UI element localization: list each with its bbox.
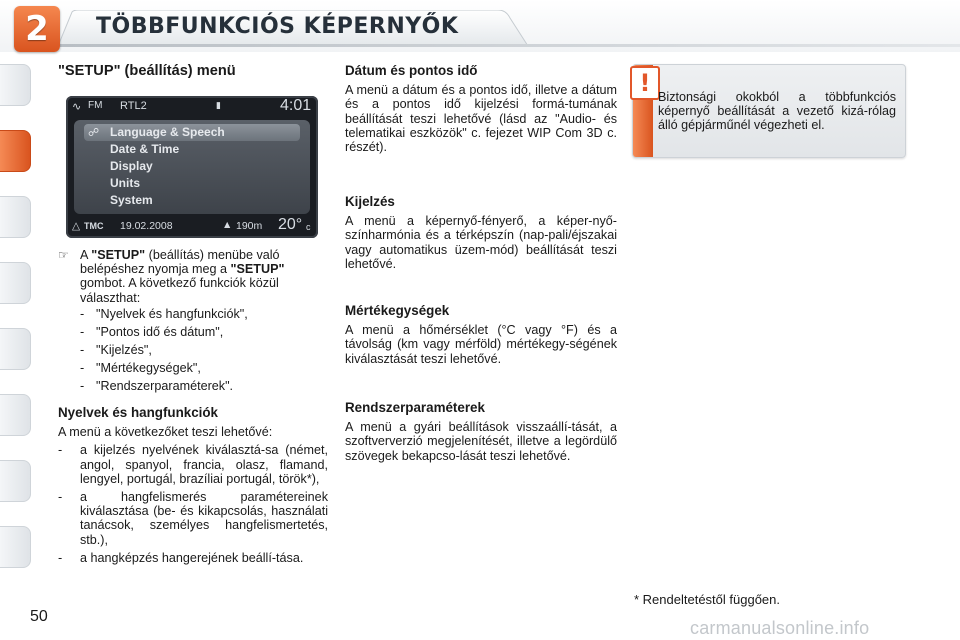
screen-date: 19.02.2008 xyxy=(120,220,173,232)
intro-text-1: (beállítás) menübe való xyxy=(148,248,280,262)
side-tab-4[interactable] xyxy=(0,262,31,304)
menu-item-language-speech[interactable]: Language & Speech xyxy=(110,125,225,139)
side-tab-2-active[interactable] xyxy=(0,130,31,172)
language-section xyxy=(58,406,328,565)
menu-item-system[interactable]: System xyxy=(110,193,153,207)
watermark: carmanualsonline.info xyxy=(690,618,870,638)
system-title: Rendszerparaméterek xyxy=(345,400,485,415)
system-section xyxy=(345,401,617,463)
intro-text-4: választhat: xyxy=(80,290,141,305)
page-number: 50 xyxy=(30,608,48,625)
list-item: - "Nyelvek és hangfunkciók", xyxy=(80,307,248,321)
units-text: A menü a hőmérséklet (°C vagy °F) és a távolság (km vagy mérföld) mértékegy-ségének kiválasztását teszi lehetővé. xyxy=(345,323,617,366)
menu-item-date-time[interactable]: Date & Time xyxy=(110,142,180,156)
screen-bottom-bar xyxy=(66,216,318,238)
navigation-arrow-icon: ▲ xyxy=(222,219,233,231)
setup-options-list xyxy=(80,305,320,395)
screen-station: RTL2 xyxy=(120,100,147,112)
intro-text-2: belépéshez nyomja meg a xyxy=(80,262,228,277)
header-rule xyxy=(60,44,960,47)
intro-text-3: gombot. A következő funkciók közül xyxy=(80,276,279,291)
display-section xyxy=(345,195,617,271)
menu-item-display[interactable]: Display xyxy=(110,159,153,173)
screen-tmc: TMC xyxy=(84,221,104,231)
date-time-text: A menü a dátum és a pontos idő, illetve a dátum és a pontos idő kijelzési formá-tumának beállítását teszi lehetővé (lásd az "Audio- és telematikai eszközök" c. fejezet WIP Com 3D c. részét). xyxy=(345,83,617,155)
screen-setup-menu xyxy=(74,120,310,214)
display-text: A menü a képernyő-fényerő, a képer-nyő-színharmónia és a térképszín (nap-pali/éjszakai vagy automatikus üzem-mód) beállítását teszi lehetővé. xyxy=(345,214,617,271)
screen-status-bar xyxy=(66,96,318,116)
pointing-hand-icon: ☞ xyxy=(58,248,69,262)
intro-a: A xyxy=(80,248,88,262)
list-item: - a hangképzés hangerejének beállí-tása. xyxy=(58,550,304,565)
intro-setup-bold-1: "SETUP" xyxy=(91,248,146,262)
language-section-intro: A menü a következőket teszi lehetővé: xyxy=(58,425,273,440)
side-tab-8[interactable] xyxy=(0,526,31,568)
date-time-title: Dátum és pontos idő xyxy=(345,63,478,78)
multifunction-screen-image xyxy=(66,96,318,238)
menu-item-units[interactable]: Units xyxy=(110,176,140,190)
screen-temp-unit: c xyxy=(306,222,311,232)
system-text: A menü a gyári beállítások visszaállí-tását, a szoftververzió megjelenítését, illetve a legördülő szövegek bekapcso-lását teszi lehetővé. xyxy=(345,420,617,463)
side-tab-7[interactable] xyxy=(0,460,31,502)
date-time-section xyxy=(345,64,617,154)
exclamation-icon: ! xyxy=(630,66,660,100)
safety-warning-text: Biztonsági okokból a többfunkciós képernyő beállítását a vezető kizá-rólag álló gépjárműnél végezheti el. xyxy=(658,90,896,133)
setup-section xyxy=(58,64,328,78)
warning-triangle-icon: △ xyxy=(72,220,81,232)
speech-icon: ☍ xyxy=(88,127,100,139)
screen-band: FM xyxy=(88,100,103,111)
chapter-title: TÖBBFUNKCIÓS KÉPERNYŐK xyxy=(96,14,459,39)
list-item: - a hangfelismerés paramétereinek kiválasztása (be- és kikapcsolás, használati tanácsok, személyes hangfelismertetés, stb.), xyxy=(58,490,328,547)
language-section-title: Nyelvek és hangfunkciók xyxy=(58,405,219,420)
footnote: * Rendeltetéstől függően. xyxy=(634,592,780,607)
list-item: - "Rendszerparaméterek". xyxy=(80,379,234,393)
list-item: - "Pontos idő és dátum", xyxy=(80,325,224,339)
list-item: - "Kijelzés", xyxy=(80,343,152,357)
battery-icon: ▮ xyxy=(216,100,221,110)
display-title: Kijelzés xyxy=(345,194,395,209)
chapter-side-tabs xyxy=(0,60,34,580)
chapter-number-badge: 2 xyxy=(14,6,60,52)
screen-temperature: 20° xyxy=(278,216,303,233)
list-item: - a kijelzés nyelvének kiválasztá-sa (német, angol, spanyol, francia, olasz, flamand, lengyel, portugál, brazíliai portugál, török*), xyxy=(58,443,328,486)
intro-setup-bold-2: "SETUP" xyxy=(230,262,285,277)
setup-intro xyxy=(58,248,328,305)
radio-wave-icon: ∿ xyxy=(72,101,82,113)
side-tab-6[interactable] xyxy=(0,394,31,436)
screen-distance: 190m xyxy=(236,220,263,232)
side-tab-3[interactable] xyxy=(0,196,31,238)
side-tab-5[interactable] xyxy=(0,328,31,370)
list-item: - "Mértékegységek", xyxy=(80,361,201,375)
screen-time: 4:01 xyxy=(280,97,312,114)
units-title: Mértékegységek xyxy=(345,303,450,318)
setup-menu-title: "SETUP" (beállítás) menü xyxy=(58,63,236,79)
side-tab-1[interactable] xyxy=(0,64,31,106)
units-section xyxy=(345,304,617,366)
